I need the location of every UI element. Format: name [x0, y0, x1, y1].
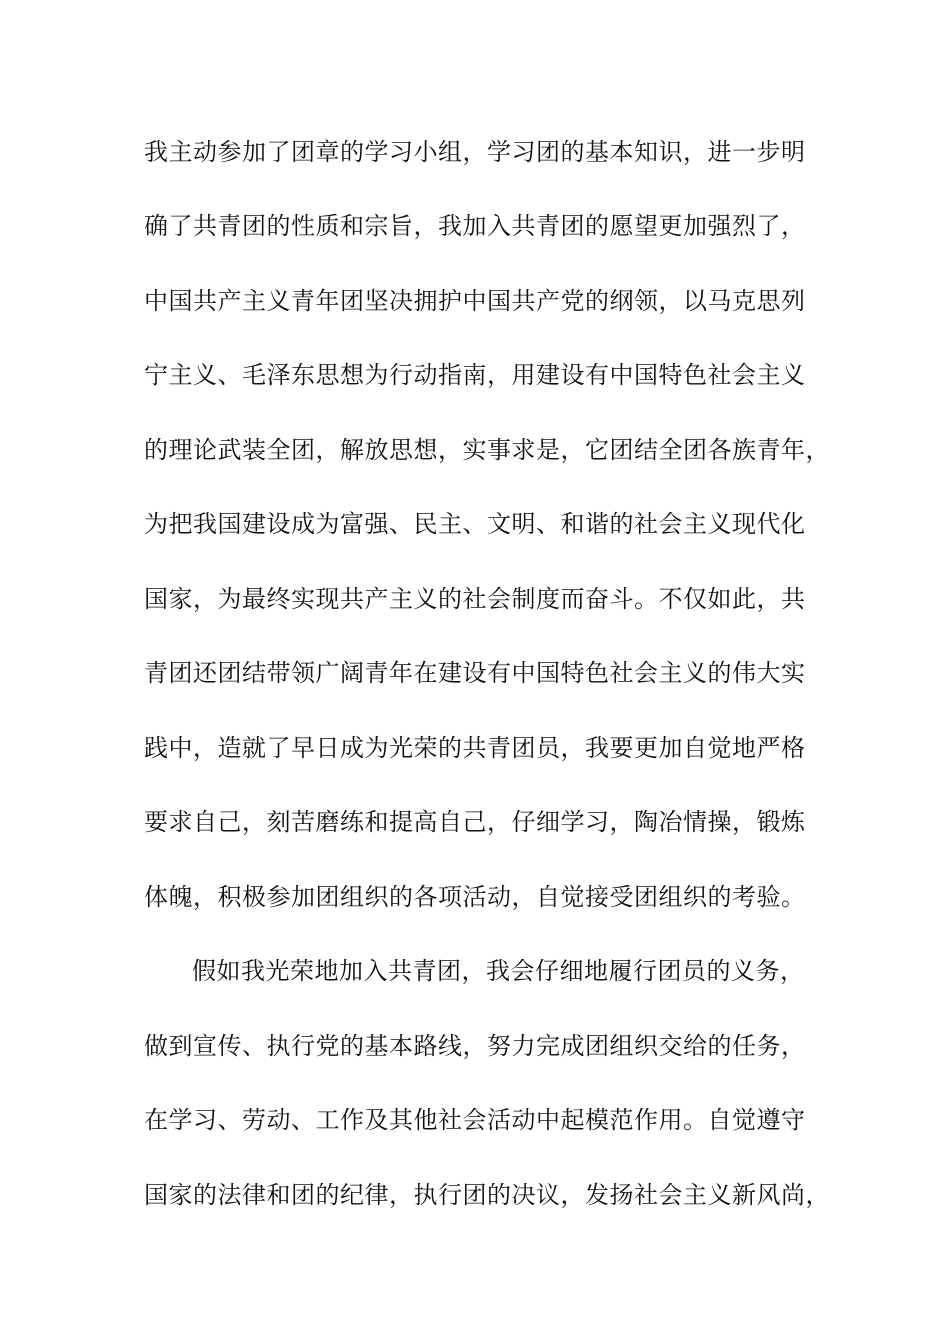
text-line: 做到宣传、执行党的基本路线，努力完成团组织交给的任务， [144, 1032, 806, 1060]
paragraph-first-line: 假如我光荣地加入共青团，我会仔细地履行团员的义务， [192, 957, 805, 985]
text-line: 国家的法律和团的纪律，执行团的决议，发扬社会主义新风尚， [144, 1181, 830, 1209]
text-line: 宁主义、毛泽东思想为行动指南，用建设有中国特色社会主义 [144, 361, 806, 389]
text-line: 青团还团结带领广阔青年在建设有中国特色社会主义的伟大实 [144, 659, 806, 687]
text-line: 国家，为最终实现共产主义的社会制度而奋斗。不仅如此，共 [144, 585, 806, 613]
text-line: 为把我国建设成为富强、民主、文明、和谐的社会主义现代化 [144, 510, 806, 538]
text-line: 我主动参加了团章的学习小组，学习团的基本知识，进一步明 [144, 138, 806, 166]
text-line: 确了共青团的性质和宗旨，我加入共青团的愿望更加强烈了， [144, 212, 806, 240]
text-line: 中国共产主义青年团坚决拥护中国共产党的纲领，以马克思列 [144, 287, 806, 315]
text-line: 的理论武装全团，解放思想，实事求是，它团结全团各族青年， [144, 436, 830, 464]
text-line: 在学习、劳动、工作及其他社会活动中起模范作用。自觉遵守 [144, 1106, 806, 1134]
text-line: 践中，造就了早日成为光荣的共青团员，我要更加自觉地严格 [144, 734, 806, 762]
text-line: 要求自己，刻苦磨练和提高自己，仔细学习，陶冶情操，锻炼 [144, 808, 806, 836]
text-line: 体魄，积极参加团组织的各项活动，自觉接受团组织的考验。 [144, 883, 806, 911]
